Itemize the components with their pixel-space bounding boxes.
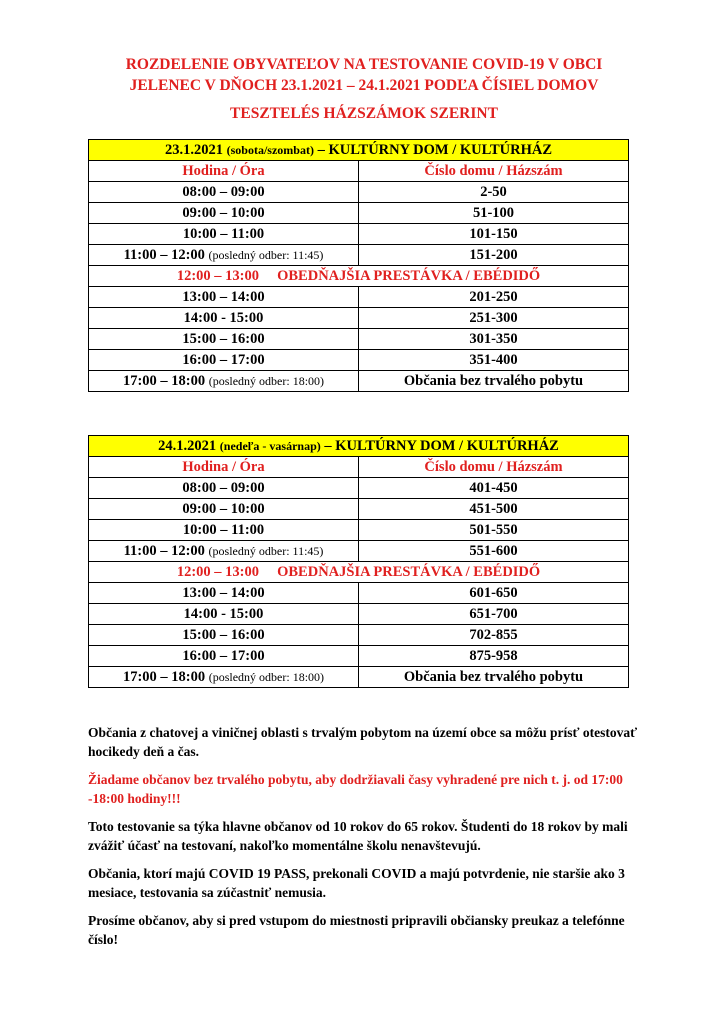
table-row — [89, 203, 629, 224]
note-covid-pass: Občania, ktorí majú COVID 19 PASS, prekonali COVID a majú potvrdenie, nie staršie ako 3 mesiace, testovania sa zúčastniť nemusia. — [88, 866, 625, 900]
time-cell: 10:00 – 11:00 — [89, 224, 359, 245]
column-header-time: Hodina / Óra — [89, 161, 359, 182]
break-label: OBEDŇAJŠIA PRESTÁVKA / EBÉDIDŐ — [277, 268, 541, 284]
note-non-residents: Žiadame občanov bez trvalého pobytu, aby dodržiavali časy vyhradené pre nich t. j. od 17:00 -18:00 hodiny!!! — [88, 772, 623, 806]
column-header-row — [89, 457, 629, 478]
time-cell: 14:00 - 15:00 — [89, 604, 359, 625]
table-row — [89, 182, 629, 203]
break-time: 12:00 – 13:00 — [176, 268, 259, 284]
column-header-house: Číslo domu / Házszám — [359, 457, 629, 478]
time-value: 17:00 – 18:00 — [122, 669, 206, 685]
house-cell: 101-150 — [359, 224, 629, 245]
time-cell: 10:00 – 11:00 — [89, 520, 359, 541]
table-row — [89, 604, 629, 625]
time-cell: 14:00 - 15:00 — [89, 308, 359, 329]
lunch-break — [89, 562, 629, 583]
time-cell — [89, 245, 359, 266]
day-name: (nedeľa - vasárnap) — [219, 439, 321, 453]
break-time: 12:00 – 13:00 — [176, 564, 259, 580]
venue: – KULTÚRNY DOM / KULTÚRHÁZ — [317, 142, 553, 158]
time-cell: 15:00 – 16:00 — [89, 329, 359, 350]
break-row — [89, 266, 629, 287]
venue: – KULTÚRNY DOM / KULTÚRHÁZ — [324, 438, 559, 454]
house-cell: 451-500 — [359, 499, 629, 520]
table-row — [89, 224, 629, 245]
table-row — [89, 308, 629, 329]
table-header-row — [89, 140, 629, 161]
time-cell: 16:00 – 17:00 — [89, 646, 359, 667]
time-cell — [89, 371, 359, 392]
column-header-time: Hodina / Óra — [89, 457, 359, 478]
house-cell: 51-100 — [359, 203, 629, 224]
table-row — [89, 646, 629, 667]
house-cell: 2-50 — [359, 182, 629, 203]
title-line-2: JELENEC V DŇOCH 23.1.2021 – 24.1.2021 PODĽA ČÍSIEL DOMOV — [129, 77, 599, 94]
column-header-row — [89, 161, 629, 182]
time-cell: 16:00 – 17:00 — [89, 350, 359, 371]
table-row — [89, 371, 629, 392]
time-cell: 09:00 – 10:00 — [89, 499, 359, 520]
time-cell: 13:00 – 14:00 — [89, 583, 359, 604]
table-row — [89, 625, 629, 646]
schedule-table-day1 — [88, 139, 629, 392]
house-cell: 301-350 — [359, 329, 629, 350]
day-date: 24.1.2021 — [158, 438, 217, 454]
break-label: OBEDŇAJŠIA PRESTÁVKA / EBÉDIDŐ — [277, 564, 541, 580]
last-sample-note: (posledný odber: 18:00) — [208, 670, 325, 684]
house-cell: 601-650 — [359, 583, 629, 604]
schedule-table-day2 — [88, 435, 629, 688]
time-cell: 09:00 – 10:00 — [89, 203, 359, 224]
time-value: 11:00 – 12:00 — [123, 543, 205, 559]
house-cell: 501-550 — [359, 520, 629, 541]
time-value: 11:00 – 12:00 — [123, 247, 205, 263]
house-cell: 875-958 — [359, 646, 629, 667]
house-cell: Občania bez trvalého pobytu — [359, 667, 629, 688]
table-row — [89, 478, 629, 499]
table-row — [89, 499, 629, 520]
table-row — [89, 245, 629, 266]
time-cell: 13:00 – 14:00 — [89, 287, 359, 308]
day-date: 23.1.2021 — [164, 142, 223, 158]
table-row — [89, 350, 629, 371]
document-title — [60, 54, 668, 96]
column-header-house: Číslo domu / Házszám — [359, 161, 629, 182]
house-cell: 201-250 — [359, 287, 629, 308]
time-cell: 08:00 – 09:00 — [89, 182, 359, 203]
house-cell: 351-400 — [359, 350, 629, 371]
time-cell: 15:00 – 16:00 — [89, 625, 359, 646]
table-row — [89, 520, 629, 541]
lunch-break — [89, 266, 629, 287]
house-cell: 151-200 — [359, 245, 629, 266]
note-bring-id: Prosíme občanov, aby si pred vstupom do miestnosti pripravili občiansky preukaz a telefónne číslo! — [88, 913, 625, 947]
table-header — [89, 436, 629, 457]
break-row — [89, 562, 629, 583]
house-cell: 251-300 — [359, 308, 629, 329]
day-name: (sobota/szombat) — [226, 143, 314, 157]
note-cottage-area: Občania z chatovej a viničnej oblasti s trvalým pobytom na území obce sa môžu prísť otestovať hocikedy deň a čas. — [88, 725, 638, 759]
house-cell: 702-855 — [359, 625, 629, 646]
title-line-3: TESZTELÉS HÁZSZÁMOK SZERINT — [230, 105, 498, 122]
time-cell: 08:00 – 09:00 — [89, 478, 359, 499]
table-row — [89, 329, 629, 350]
last-sample-note: (posledný odber: 18:00) — [208, 374, 325, 388]
house-cell: 651-700 — [359, 604, 629, 625]
house-cell: 551-600 — [359, 541, 629, 562]
last-sample-note: (posledný odber: 11:45) — [208, 544, 324, 558]
table-row — [89, 541, 629, 562]
house-cell: Občania bez trvalého pobytu — [359, 371, 629, 392]
house-cell: 401-450 — [359, 478, 629, 499]
time-value: 17:00 – 18:00 — [122, 373, 206, 389]
time-cell — [89, 541, 359, 562]
title-line-1: ROZDELENIE OBYVATEĽOV NA TESTOVANIE COVID-19 V OBCI — [125, 56, 603, 73]
note-age-range: Toto testovanie sa týka hlavne občanov od 10 rokov do 65 rokov. Študenti do 18 rokov by mali zvážiť účasť na testovaní, nakoľko momentálne školu nenavštevujú. — [88, 819, 628, 853]
last-sample-note: (posledný odber: 11:45) — [208, 248, 324, 262]
table-row — [89, 583, 629, 604]
table-row — [89, 287, 629, 308]
time-cell — [89, 667, 359, 688]
table-header-row — [89, 436, 629, 457]
table-header — [89, 140, 629, 161]
table-row — [89, 667, 629, 688]
